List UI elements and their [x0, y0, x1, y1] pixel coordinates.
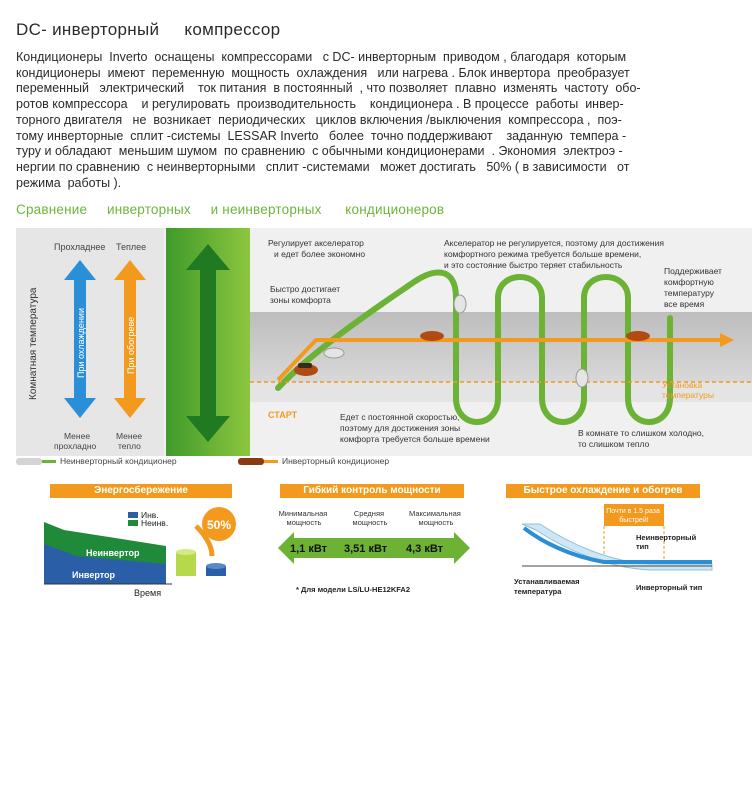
callout-line: поэтому для достижения зоны [340, 423, 461, 433]
energy-chart [16, 484, 256, 604]
paragraph-line: кондиционеры имеют переменную мощность охлаждения или нагрева . Блок инвертора преобразует [16, 65, 630, 80]
paragraph-line: тому инверторные сплит -системы LESSAR Inverto более точно поддерживают заданную темпера - [16, 128, 627, 143]
legend-inv-label: Инв. [141, 510, 159, 520]
callout-line: Поддерживает [664, 266, 722, 276]
comparison-diagram [16, 228, 752, 456]
speed-chart [500, 484, 720, 604]
callout-line: комфорта требуется больше времени [340, 434, 490, 444]
min-power-value: 1,1 кВт [290, 543, 328, 555]
power-chart [276, 484, 472, 604]
legend-non-inverter-label: Неинверторный кондиционер [60, 456, 177, 466]
non-inverter-cylinder [176, 552, 196, 576]
set-temp-line: Устанавливаемая [514, 577, 580, 586]
non-inverter-type-line: Неинверторный [636, 533, 697, 542]
callout-line: Быстро достигает [270, 284, 341, 294]
mid-power-line: Средняя [353, 509, 385, 518]
less-warm-label [116, 431, 144, 451]
speed-panel-header: Быстрое охлаждение и обогрев [506, 484, 700, 498]
speed-badge-line: быстрей! [619, 517, 649, 524]
set-temp-line: Установка [662, 380, 703, 390]
min-power-line: Минимальная [278, 509, 328, 518]
power-panel-header: Гибкий контроль мощности [280, 484, 464, 498]
non-inverter-label: Неинвертор [86, 548, 140, 558]
paragraph-line: режима работы ). [16, 175, 122, 190]
speed-panel [500, 484, 720, 604]
comparison-title: Сравнение инверторных и неинверторных кондиционеров [16, 202, 445, 217]
energy-xlabel: Время [134, 588, 162, 598]
non-inverter-cylinder-top [176, 549, 196, 555]
legend-non-inv-label: Неинв. [141, 518, 169, 528]
cooling-mode-label: При охлаждении [76, 308, 86, 378]
inverter-cylinder-top [206, 563, 226, 569]
legend-non-inverter-icon [16, 458, 42, 465]
non-inverter-type-line: тип [636, 542, 649, 551]
less-cool-line: прохладно [54, 441, 97, 451]
paragraph-line: переменный электрический ток питания в постоянный , что позволяет плавно изменять частоту обо- [16, 81, 641, 96]
non-inverter-type-label [636, 533, 698, 551]
callout-line: Акселератор не регулируется, поэтому для достижения [444, 238, 664, 248]
cooler-label: Прохладнее [54, 242, 106, 252]
paragraph-line: ротов компрессора и регулировать производительность кондиционера . В процессе работы инвер- [16, 97, 624, 112]
paragraph-line: торного двигателя не возникает периодических циклов включения /выключения компрессора , поэ- [16, 112, 622, 127]
less-cool-line: Менее [64, 431, 91, 441]
set-temp-line: температуры [662, 390, 714, 400]
set-temp-label [514, 577, 582, 596]
inverter-car-icon-2 [420, 331, 444, 341]
mid-power-value: 3,51 кВт [344, 543, 388, 555]
less-warm-line: тепло [118, 441, 141, 451]
page-title: DC- инверторный компрессор [16, 20, 281, 39]
paragraph-line: нергии по сравнению с неинверторными сплит -системами может достигать 50% ( в зависимости от [16, 159, 630, 174]
set-temp-line: температура [514, 587, 562, 596]
callout-line: В комнате то слишком холодно, [578, 428, 704, 438]
callout-line: и это состояние быстро теряет стабильность [444, 260, 623, 270]
callout-line: то слишком тепло [578, 439, 650, 449]
power-footnote: * Для модели LS/LU-HE12KFA2 [296, 585, 410, 594]
callout-line: температуру [664, 288, 714, 298]
paragraph-line: Кондиционеры Inverto оснащены компрессорами с DC- инверторным приводом , благодаря которым [16, 50, 627, 64]
paragraph-line: туру и обладают меньшим шумом по сравнению с обычными кондиционерами . Экономия электроэ - [16, 144, 623, 159]
power-panel [276, 484, 472, 604]
legend-inv-swatch [128, 512, 138, 518]
non-inverter-car-icon-3 [576, 369, 588, 387]
callout-line: комфортного режима требуется больше времени, [444, 249, 642, 259]
heating-mode-label: При обогреве [126, 316, 136, 374]
energy-panel-header: Энергосбережение [50, 484, 232, 498]
speed-badge-line: Почти в 1.5 раза [606, 508, 660, 515]
legend-inverter-line [264, 460, 278, 463]
max-power-label [409, 509, 463, 527]
min-power-label [279, 509, 330, 527]
energy-panel [16, 484, 256, 604]
inverter-type-label: Инверторный тип [636, 583, 703, 592]
callout-line: все время [664, 299, 705, 309]
legend-non-inverter-line [42, 460, 56, 463]
warmer-label: Теплее [116, 242, 147, 252]
min-power-line: мощность [286, 518, 322, 527]
non-inverter-car-icon-2 [454, 295, 466, 313]
legend-non-inv-swatch [128, 520, 138, 526]
mid-power-label [353, 509, 388, 527]
non-inverter-car-icon [324, 348, 344, 358]
intro-paragraph [16, 50, 747, 191]
inverter-car-icon-3 [626, 331, 650, 341]
callout-line: Едет с постоянной скоростью, [340, 412, 460, 422]
less-warm-line: Менее [116, 431, 143, 441]
inverter-label: Инвертор [72, 570, 115, 580]
max-power-line: Максимальная [409, 509, 461, 518]
callout-line: и едет более экономно [274, 249, 366, 259]
max-power-line: мощность [418, 518, 454, 527]
axis-label: Комнатная температура [28, 287, 39, 400]
callout-line: Регулирует акселератор [268, 238, 364, 248]
callout-line: комфортную [664, 277, 714, 287]
saving-badge-label: 50% [207, 518, 232, 532]
max-power-value: 4,3 кВт [406, 543, 444, 555]
legend-inverter-label: Инверторный кондиционер [282, 456, 390, 466]
callout-accelerator [268, 238, 366, 259]
callout-line: зоны комфорта [270, 295, 331, 305]
mid-power-line: мощность [352, 518, 388, 527]
start-label: СТАРТ [268, 410, 298, 420]
legend-inverter-icon [238, 458, 264, 465]
